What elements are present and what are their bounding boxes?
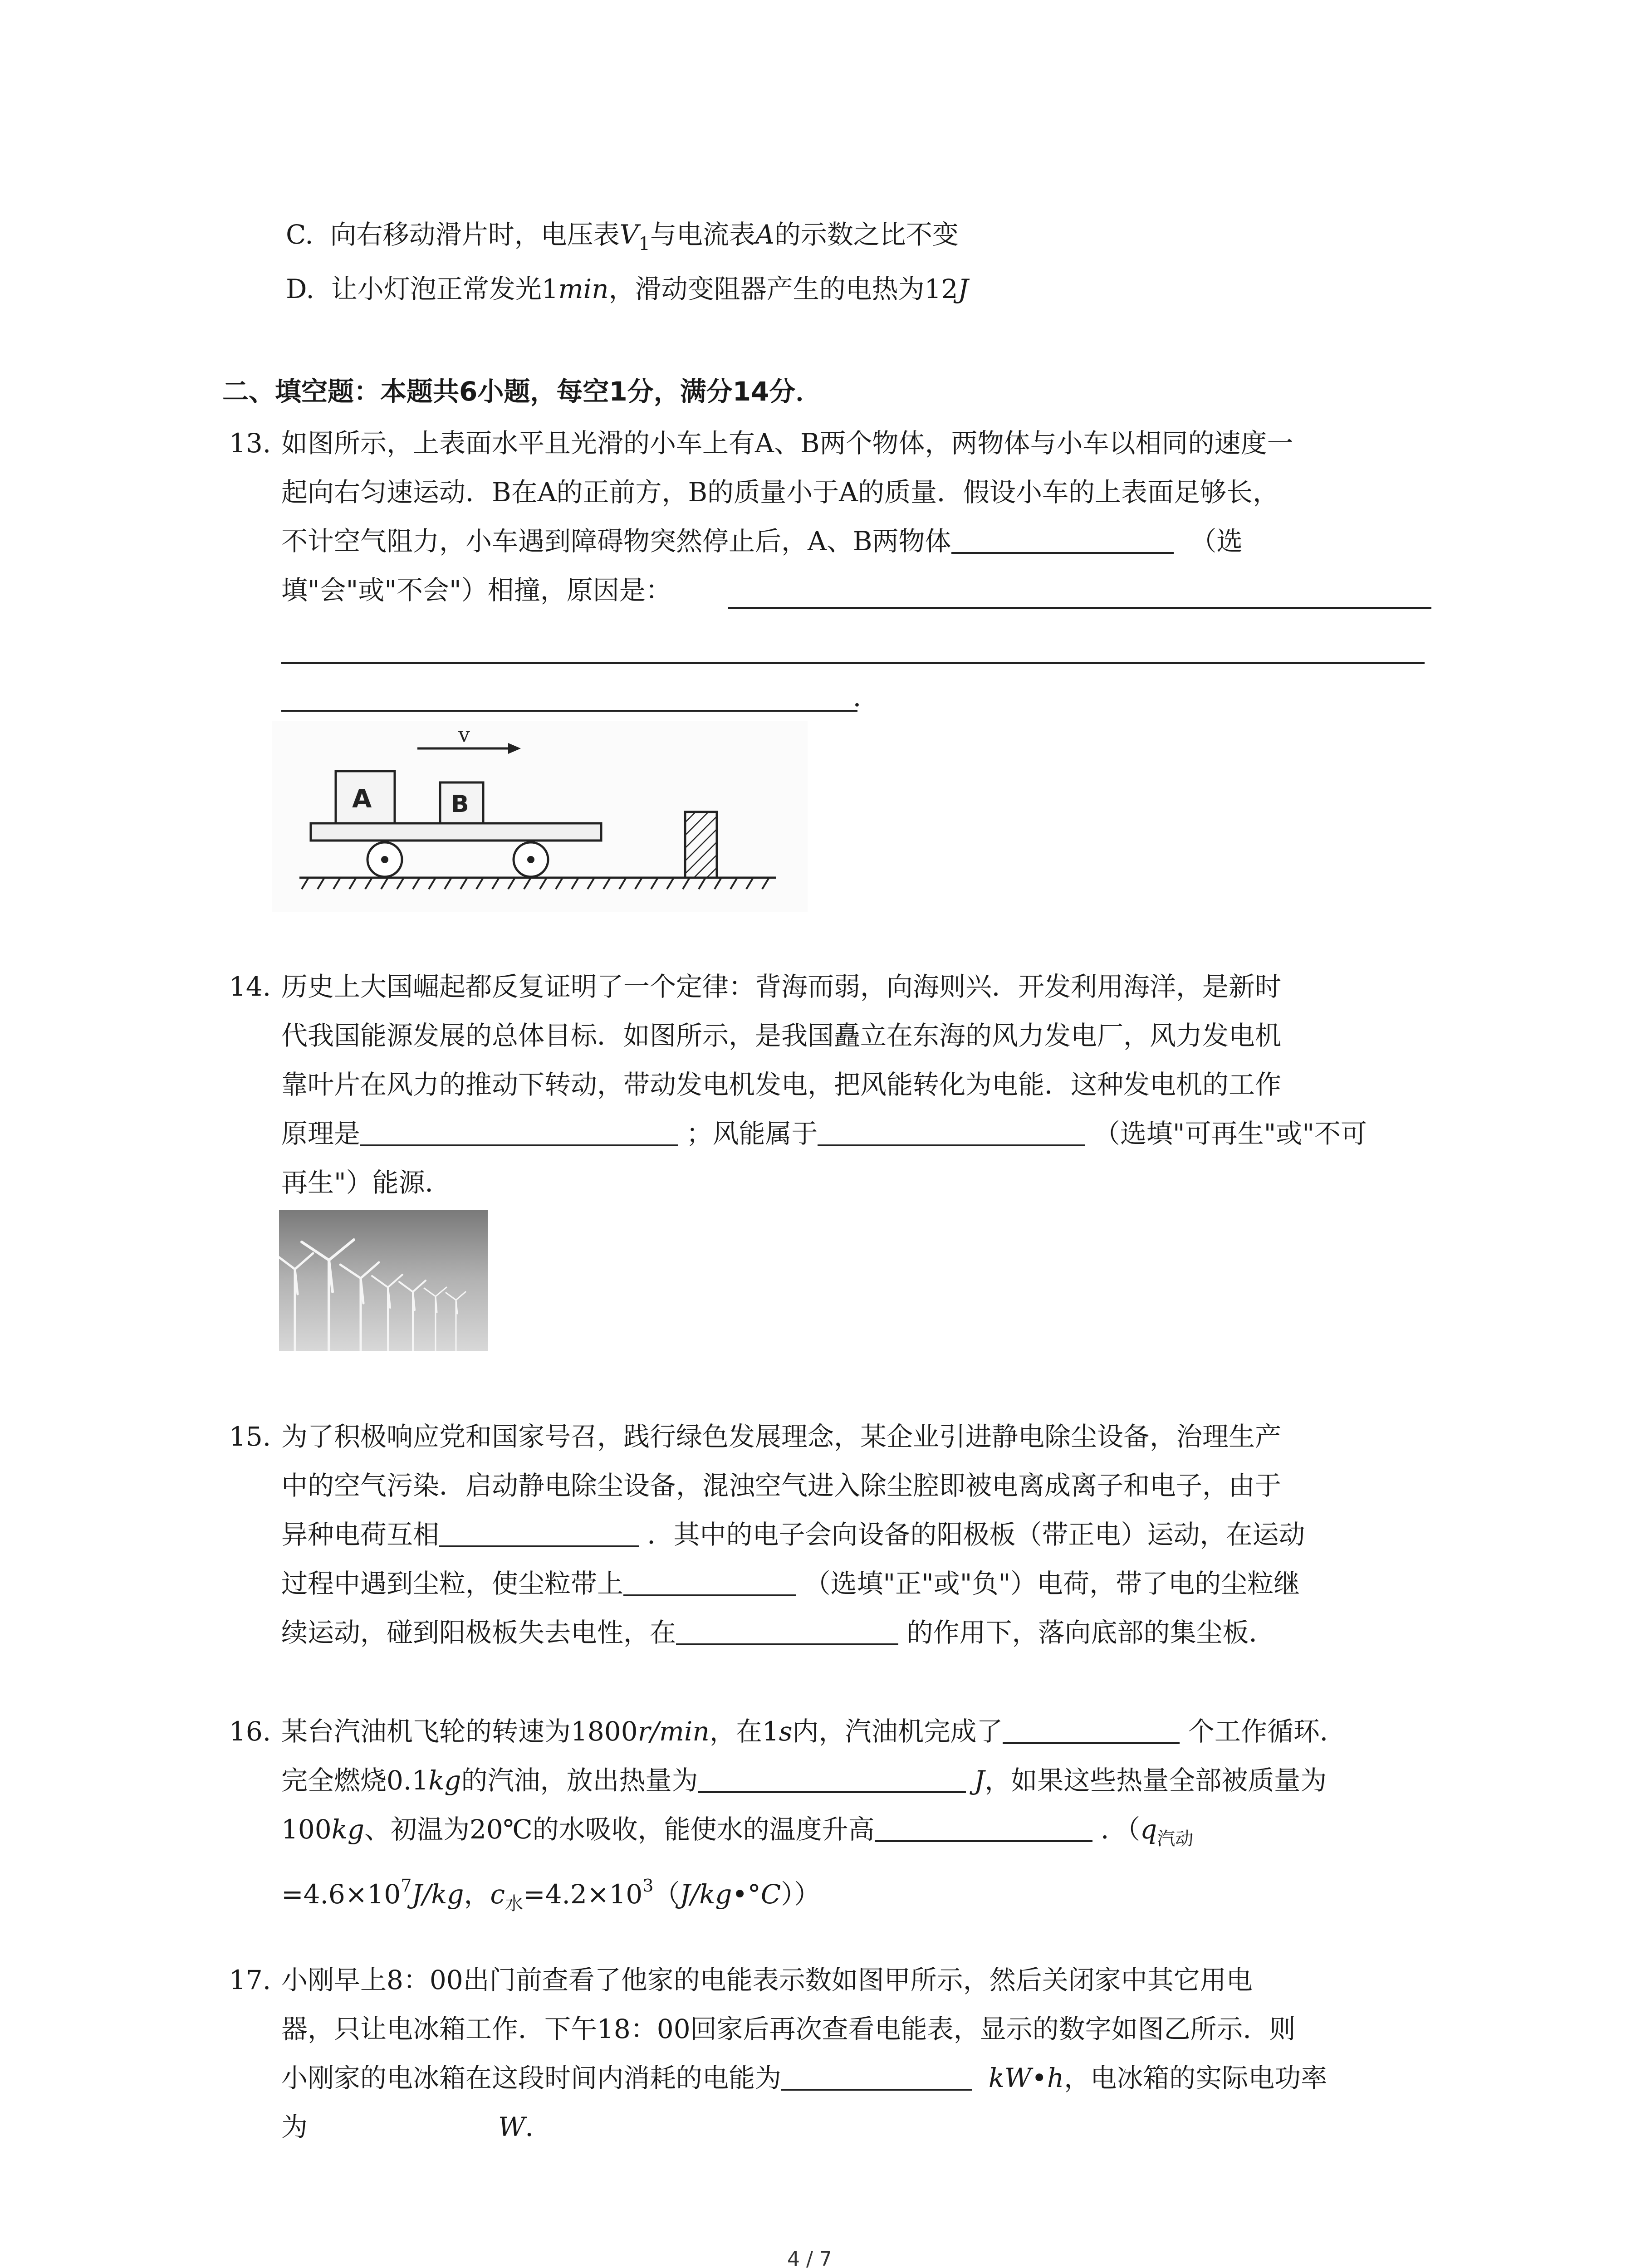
q15-line-5: 续运动，碰到阳极板失去电性，在 的作用下，落向底部的集尘板．: [281, 1617, 1275, 1648]
q13-blank-1[interactable]: [951, 525, 1174, 554]
block-b-label: B: [451, 791, 469, 818]
q13-answer-line-3[interactable]: [281, 710, 857, 712]
q17-blank-1[interactable]: [781, 2062, 972, 2091]
q13-line-2: 起向右匀速运动．B在A的正前方，B的质量小于A的质量．假设小车的上表面足够长，: [281, 477, 1279, 508]
q14-line-4: 原理是 ；风能属于 （选填"可再生"或"不可: [281, 1118, 1367, 1149]
page-number: 4 / 7: [787, 2248, 832, 2268]
q17-line-2: 器，只让电冰箱工作．下午18：00回家后再次查看电能表，显示的数字如图乙所示．则: [281, 2014, 1296, 2044]
q15-number: 15.: [229, 1421, 271, 1452]
obstacle: [685, 812, 717, 878]
q14-number: 14.: [229, 971, 271, 1002]
q16-blank-1[interactable]: [1003, 1715, 1180, 1744]
q16-number: 16.: [229, 1716, 271, 1747]
block-a-label: A: [352, 784, 372, 814]
q13-line-4: 填"会"或"不会"）相撞，原因是：: [281, 575, 672, 606]
option-c: C. 向右移动滑片时，电压表$V_1$与电流表A的示数之比不变: [286, 219, 959, 254]
q14-wind-farm-photo: [279, 1210, 488, 1351]
q13-answer-line-2[interactable]: [281, 662, 1425, 664]
q13-end-period: ．: [853, 682, 880, 713]
q16-line-4: $=4.6\times 10^7J/kg$，$c_水=4.2\times 10^3(J/kg•^\circ C)$）: [281, 1876, 821, 1914]
q15-line-1: 为了积极响应党和国家号召，践行绿色发展理念，某企业引进静电除尘设备，治理生产: [281, 1421, 1282, 1452]
q16-line-3: 100kg、初温为20℃的水吸收，能使水的温度升高 ．（$q_{汽动}$: [281, 1814, 1194, 1849]
q13-line-3: 不计空气阻力，小车遇到障碍物突然停止后，A、B两物体 （选: [281, 526, 1243, 557]
q16-blank-2[interactable]: [698, 1764, 966, 1793]
q17-number: 17.: [229, 1965, 271, 1995]
q14-line-1: 历史上大国崛起都反复证明了一个定律：背海而弱，向海则兴．开发利用海洋，是新时: [281, 971, 1282, 1002]
q14-blank-1[interactable]: [360, 1117, 678, 1146]
q17-line-3: 小刚家的电冰箱在这段时间内消耗的电能为 kW•h，电冰箱的实际电功率: [281, 2063, 1327, 2093]
q15-blank-3[interactable]: [676, 1616, 898, 1645]
q13-number: 13.: [229, 428, 271, 459]
cart-body: [311, 823, 601, 841]
q13-line-1: 如图所示，上表面水平且光滑的小车上有A、B两个物体，两物体与小车以相同的速度一: [281, 428, 1293, 459]
velocity-label: v: [458, 722, 470, 747]
q14-line-3: 靠叶片在风力的推动下转动，带动发电机发电，把风能转化为电能．这种发电机的工作: [281, 1069, 1282, 1100]
q16-blank-3[interactable]: [875, 1813, 1092, 1842]
option-d: D. 让小灯泡正常发光1min，滑动变阻器产生的电热为12J: [286, 274, 969, 304]
q14-line-5: 再生"）能源．: [281, 1167, 451, 1198]
q16-line-2: 完全燃烧0.1kg的汽油，放出热量为 J，如果这些热量全部被质量为: [281, 1765, 1327, 1796]
q14-blank-2[interactable]: [818, 1117, 1085, 1146]
q15-line-4: 过程中遇到尘粒，使尘粒带上 （选填"正"或"负"）电荷，带了电的尘粒继: [281, 1568, 1300, 1599]
section-title: 二、填空题：本题共6小题，每空1分，满分14分．: [222, 376, 822, 407]
q15-blank-1[interactable]: [439, 1518, 639, 1547]
q15-line-3: 异种电荷互相 ．其中的电子会向设备的阳极板（带正电）运动，在运动: [281, 1519, 1305, 1550]
q14-line-2: 代我国能源发展的总体目标．如图所示，是我国矗立在东海的风力发电厂，风力发电机: [281, 1020, 1282, 1051]
q16-line-1: 某台汽油机飞轮的转速为1800r/min，在1s内，汽油机完成了 个工作循环．: [281, 1716, 1346, 1747]
q17-line-1: 小刚早上8：00出门前查看了他家的电能表示数如图甲所示，然后关闭家中其它用电: [281, 1965, 1253, 1995]
q15-blank-2[interactable]: [623, 1567, 796, 1596]
q17-line-4: 为 W．: [281, 2112, 552, 2142]
q13-answer-line-1[interactable]: [728, 607, 1431, 609]
q13-cart-figure: [272, 721, 808, 912]
q15-line-2: 中的空气污染．启动静电除尘设备，混浊空气进入除尘腔即被电离成离子和电子，由于: [281, 1470, 1282, 1501]
